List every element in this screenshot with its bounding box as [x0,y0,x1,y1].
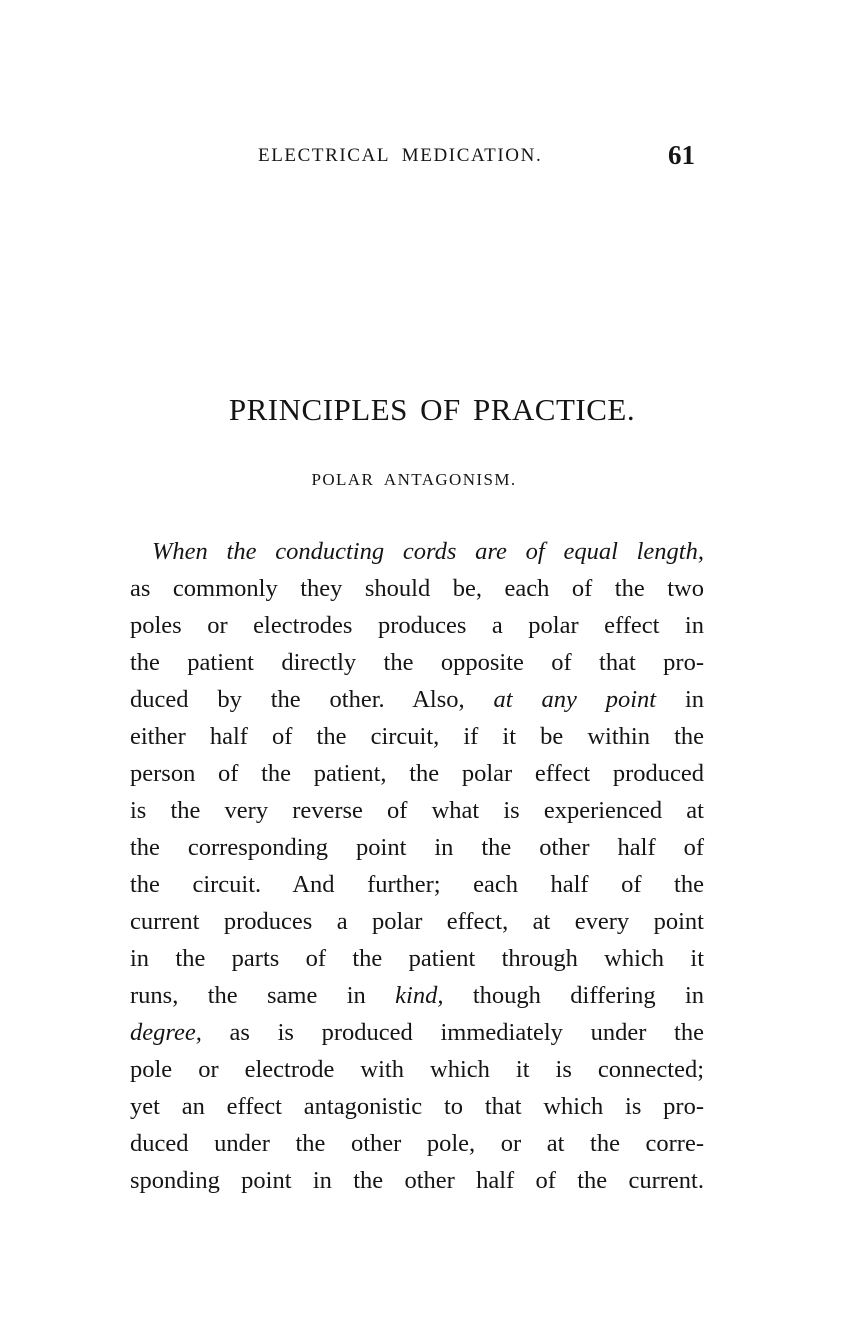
text-line: sponding point in the other half of the current. [130,1167,704,1194]
italic-text: kind, [395,982,444,1009]
text-line: as commonly they should be, each of the two [130,575,704,602]
page-number: 61 [668,140,695,170]
subsection-title: POLAR ANTAGONISM. [311,470,517,489]
text-line: the circuit. And further; each half of the [130,871,704,898]
text-segment: in [684,686,705,713]
text-line: poles or electrodes produces a polar effect in [130,612,704,639]
text-line: either half of the circuit, if it be within the [130,723,704,750]
text-line: current produces a polar effect, at every point [130,908,704,935]
text-line: is the very reverse of what is experienced at [130,797,704,824]
running-title: ELECTRICAL MEDICATION. [258,145,543,166]
text-line: the patient directly the opposite of that pro- [130,649,704,676]
text-segment: as is produced immediately under the [229,1019,704,1046]
text-segment: runs, the same in [130,982,366,1009]
text-segment: duced by the other. [130,686,385,713]
body-paragraph [130,533,704,1199]
text-line: yet an effect antagonistic to that which is pro- [130,1093,704,1120]
text-line: person of the patient, the polar effect produced [130,760,704,787]
text-line [130,1014,704,1051]
text-line [130,977,704,1014]
text-segment: Also, [412,686,465,713]
italic-text: When the conducting cords are of equal length, [152,538,704,565]
italic-text: degree, [130,1019,202,1046]
text-segment: though differing in [472,982,705,1009]
running-head [0,140,864,170]
text-line: pole or electrode with which it is connected; [130,1056,704,1083]
text-line: duced under the other pole, or at the corre- [130,1130,704,1157]
section-title: PRINCIPLES OF PRACTICE. [228,392,636,427]
text-line: in the parts of the patient through which it [130,945,704,972]
text-line [130,681,704,718]
text-line [130,533,704,570]
italic-text: at any point [493,686,657,713]
text-line: the corresponding point in the other half of [130,834,704,861]
